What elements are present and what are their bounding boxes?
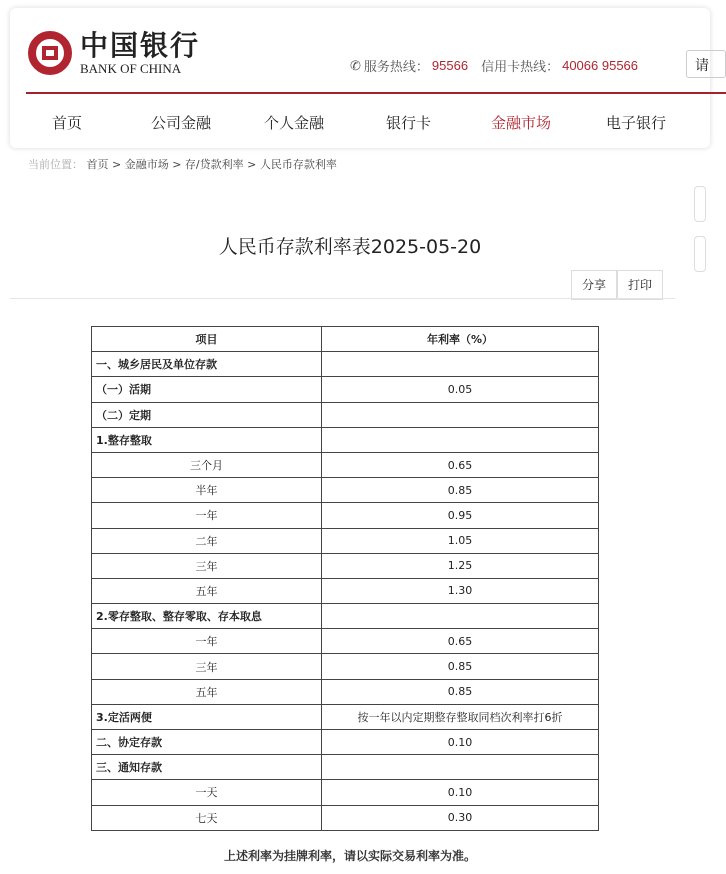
page-title: 人民币存款利率表2025-05-20 [218, 236, 482, 258]
row-item: 二、协定存款 [92, 730, 322, 755]
table-row [92, 604, 599, 629]
row-rate: 0.85 [322, 654, 599, 679]
table-row [92, 730, 599, 755]
row-item: 二年 [92, 528, 322, 553]
row-rate: 0.85 [322, 478, 599, 503]
row-rate: 0.10 [322, 780, 599, 805]
row-item: 五年 [92, 578, 322, 603]
row-item: 一天 [92, 780, 322, 805]
row-item: 2.零存整取、整存零取、存本取息 [92, 604, 322, 629]
row-rate [322, 402, 599, 427]
nav-cards[interactable]: 银行卡 [386, 114, 432, 132]
row-item: 3.定活两便 [92, 704, 322, 729]
row-item: 一年 [92, 503, 322, 528]
bank-logo[interactable] [28, 30, 200, 76]
table-row [92, 704, 599, 729]
search-input[interactable]: 请 [686, 50, 726, 78]
row-item: 七天 [92, 805, 322, 830]
table-row [92, 755, 599, 780]
table-row [92, 427, 599, 452]
nav-financial-markets[interactable]: 金融市场 [491, 114, 552, 132]
table-row [92, 452, 599, 477]
nav-corporate[interactable]: 公司金融 [151, 114, 212, 132]
side-tab[interactable] [694, 186, 706, 222]
row-item: 三年 [92, 654, 322, 679]
table-row [92, 780, 599, 805]
row-rate [322, 755, 599, 780]
credit-label: 信用卡热线： [481, 59, 560, 74]
row-item: 一年 [92, 629, 322, 654]
nav-ebanking[interactable]: 电子银行 [606, 114, 667, 132]
service-number: 95566 [431, 58, 469, 73]
logo-english: BANK OF CHINA [80, 61, 182, 76]
table-row [92, 629, 599, 654]
row-rate [322, 604, 599, 629]
row-item: 三、通知存款 [92, 755, 322, 780]
table-row [92, 553, 599, 578]
rate-table [91, 326, 599, 831]
table-row [92, 503, 599, 528]
table-row [92, 528, 599, 553]
row-rate: 0.65 [322, 629, 599, 654]
nav-home[interactable]: 首页 [52, 114, 83, 132]
hotlines [350, 56, 638, 75]
row-rate: 0.10 [322, 730, 599, 755]
breadcrumb-prefix: 当前位置： [28, 158, 83, 171]
footnote: 上述利率为挂牌利率，请以实际交易利率为准。 [223, 849, 476, 863]
row-rate [322, 427, 599, 452]
row-item: （一）活期 [92, 377, 322, 402]
table-row [92, 805, 599, 830]
table-row [92, 402, 599, 427]
breadcrumb-path[interactable]: 首页 > 金融市场 > 存/贷款利率 > 人民币存款利率 [86, 158, 337, 171]
row-item: 一、城乡居民及单位存款 [92, 352, 322, 377]
row-rate: 按一年以内定期整存整取同档次利率打6折 [322, 704, 599, 729]
nav-personal[interactable]: 个人金融 [264, 114, 325, 132]
table-row [92, 654, 599, 679]
table-row [92, 377, 599, 402]
row-item: （二）定期 [92, 402, 322, 427]
print-button[interactable]: 打印 [617, 270, 663, 300]
divider [26, 92, 726, 94]
row-rate: 0.65 [322, 452, 599, 477]
share-button[interactable]: 分享 [571, 270, 617, 300]
row-item: 1.整存整取 [92, 427, 322, 452]
row-item: 半年 [92, 478, 322, 503]
table-row [92, 679, 599, 704]
service-label: 服务热线： [363, 59, 429, 74]
row-rate: 1.30 [322, 578, 599, 603]
row-item: 三年 [92, 553, 322, 578]
breadcrumb [28, 156, 337, 172]
logo-chinese: 中国银行 [80, 29, 201, 62]
phone-icon: ✆ [350, 57, 361, 73]
row-rate: 0.95 [322, 503, 599, 528]
row-rate: 0.05 [322, 377, 599, 402]
row-rate: 0.85 [322, 679, 599, 704]
header-rate: 年利率（%） [322, 327, 599, 352]
credit-number: 40066 95566 [562, 58, 639, 73]
table-row [92, 352, 599, 377]
divider [10, 298, 675, 299]
site-header [10, 8, 710, 148]
row-rate: 0.30 [322, 805, 599, 830]
boc-logo-icon [28, 31, 72, 75]
row-item: 三个月 [92, 452, 322, 477]
table-row [92, 578, 599, 603]
table-row [92, 478, 599, 503]
row-item: 五年 [92, 679, 322, 704]
row-rate: 1.05 [322, 528, 599, 553]
header-item: 项目 [92, 327, 322, 352]
row-rate [322, 352, 599, 377]
row-rate: 1.25 [322, 553, 599, 578]
